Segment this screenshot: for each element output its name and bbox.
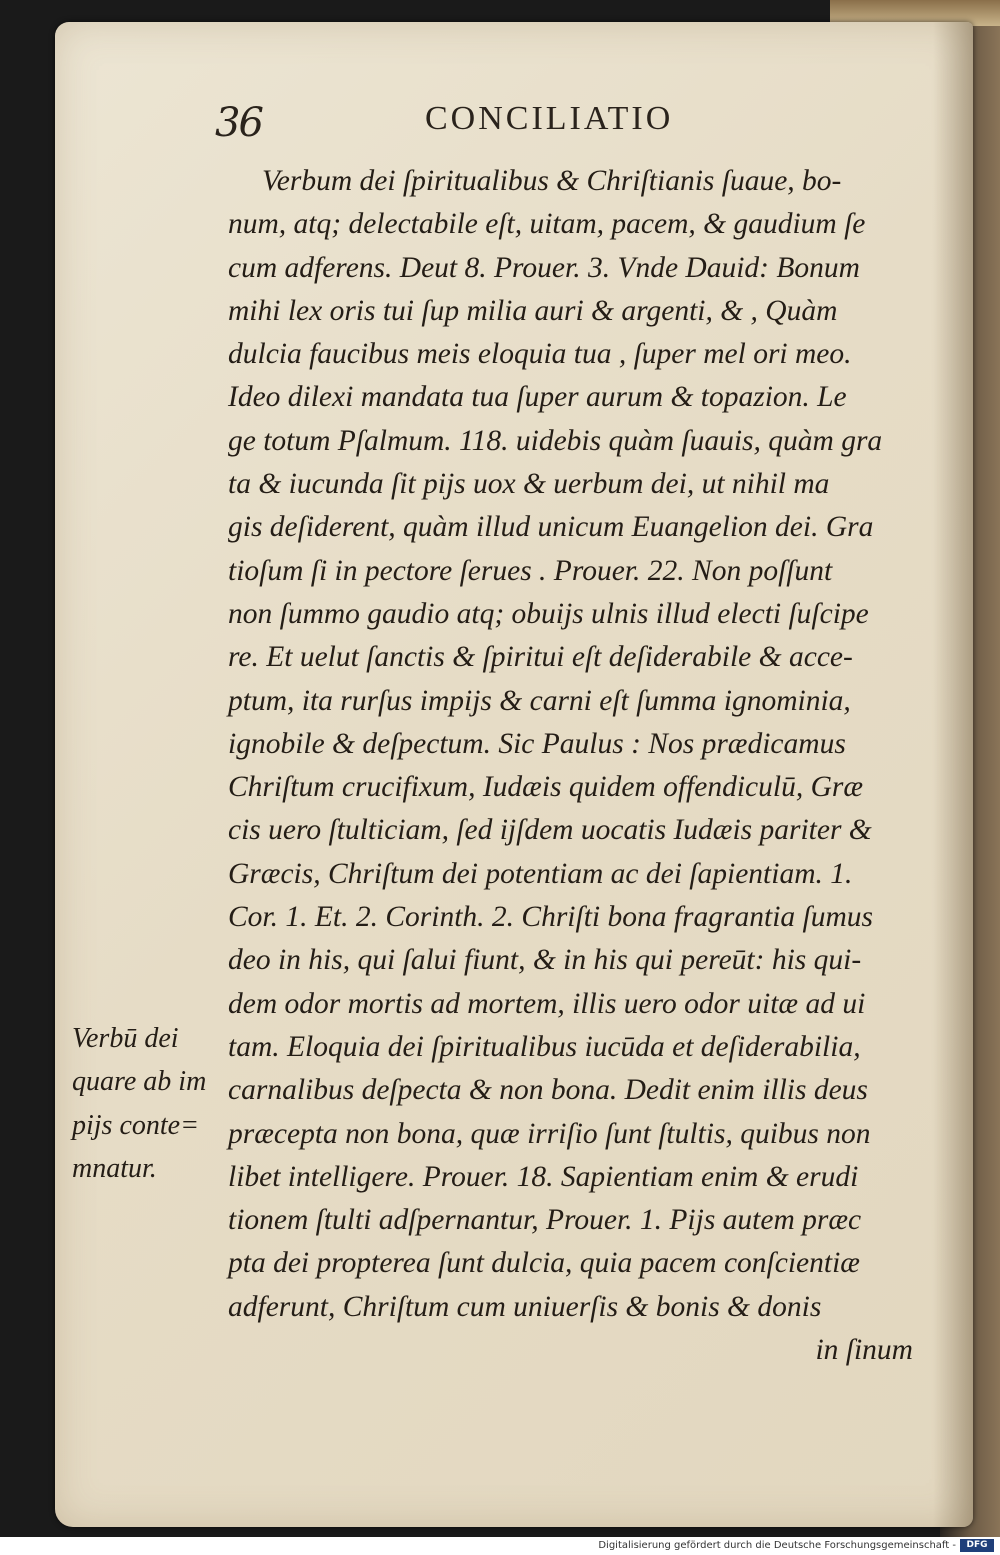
text-line: Græcis, Chriſtum dei potentiam ac dei ſapientiam. 1. — [228, 857, 853, 890]
text-line: Verbum dei ſpiritualibus & Chriſtianis ſuaue, bo- — [262, 165, 842, 197]
text-line: mihi lex oris tui ſup milia auri & argenti, & , Quàm — [228, 294, 838, 327]
digitization-credit: Digitalisierung gefördert durch die Deutsche Forschungsgemeinschaft - — [598, 1540, 956, 1551]
text-line: ta & iucunda ſit pijs uox & uerbum dei, ut nihil ma — [228, 468, 830, 501]
text-line: ge totum Pſalmum. 118. uidebis quàm ſuauis, quàm gra — [228, 424, 883, 457]
text-line: præcepta non bona, quæ irriſio ſunt ſtultis, quibus non — [228, 1117, 871, 1150]
text-line: adferunt, Chriſtum cum uniuerſis & bonis & donis — [228, 1290, 822, 1323]
text-line: tioſum ſi in pectore ſerues . Prouer. 22. Non poſſunt — [228, 554, 833, 587]
page-shadow — [933, 22, 973, 1527]
margin-note-line: mnatur. — [72, 1152, 157, 1184]
text-line: pta dei propterea ſunt dulcia, quia pacem conſcientiæ — [228, 1247, 860, 1280]
text-line: cis uero ſtulticiam, ſed ijſdem uocatis Iudæis pariter & — [228, 814, 872, 847]
text-line: non ſummo gaudio atq; obuijs ulnis illud electi ſuſcipe — [228, 597, 869, 630]
text-line: tam. Eloquia dei ſpiritualibus iucūda et deſiderabilia, — [228, 1030, 861, 1063]
running-title: CONCILIATIO — [425, 100, 674, 137]
text-line: ptum, ita rurſus impijs & carni eſt ſumma ignominia, — [228, 684, 851, 717]
text-line: dem odor mortis ad mortem, illis uero odor uitæ ad ui — [228, 987, 866, 1020]
margin-note-line: quare ab im — [72, 1066, 207, 1098]
text-line: num, atq; delectabile eſt, uitam, pacem, & gaudium ſe — [228, 208, 866, 241]
text-line: ignobile & deſpectum. Sic Paulus : Nos prædicamus — [228, 727, 846, 760]
text-line: tionem ſtulti adſpernantur, Prouer. 1. Pijs autem præc — [228, 1204, 862, 1237]
text-line: gis deſiderent, quàm illud unicum Euangelion dei. Gra — [228, 511, 874, 544]
margin-note — [72, 1017, 232, 1190]
dfg-logo: DFG — [960, 1539, 994, 1552]
main-text-block — [228, 160, 913, 1372]
text-line: deo in his, qui ſalui fiunt, & in his qui pereūt: his qui- — [228, 944, 862, 977]
text-line: libet intelligere. Prouer. 18. Sapientiam enim & erudi — [228, 1160, 859, 1193]
text-line: dulcia faucibus meis eloquia tua , ſuper mel ori meo. — [228, 338, 852, 371]
text-line: cum adferens. Deut 8. Prouer. 3. Vnde Dauid: Bonum — [228, 251, 860, 284]
catchword-line: in ſinum — [815, 1334, 913, 1367]
text-line: Chriſtum crucifixum, Iudæis quidem offendiculū, Græ — [228, 771, 864, 804]
margin-note-line: pijs conte= — [72, 1109, 199, 1141]
text-line: Cor. 1. Et. 2. Corinth. 2. Chriſti bona fragrantia ſumus — [228, 901, 873, 934]
page-number: 36 — [215, 100, 262, 146]
text-line: re. Et uelut ſanctis & ſpiritui eſt deſiderabile & acce- — [228, 641, 853, 674]
margin-note-line: Verbū dei — [72, 1023, 179, 1054]
text-line: Ideo dilexi mandata tua ſuper aurum & topazion. Le — [228, 381, 847, 414]
text-line: carnalibus deſpecta & non bona. Dedit enim illis deus — [228, 1074, 868, 1107]
